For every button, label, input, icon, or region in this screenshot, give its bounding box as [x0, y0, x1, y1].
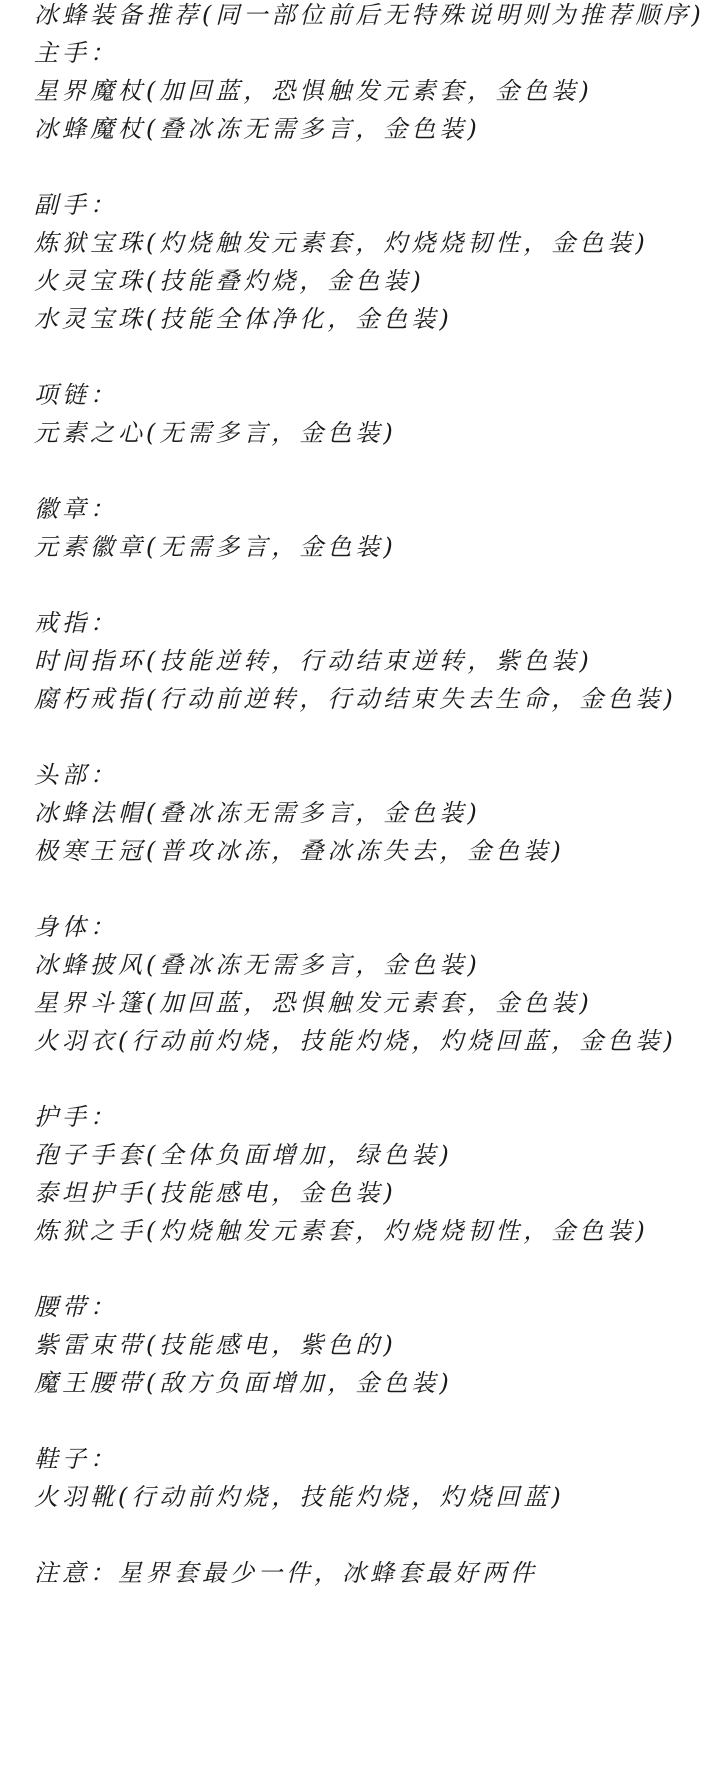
item-off-hand-2: 火灵宝珠(技能叠灼烧，金色装)	[34, 267, 425, 295]
page-title: 冰蜂装备推荐(同一部位前后无特殊说明则为推荐顺序)	[34, 1, 705, 29]
section-header-gloves: 护手：	[34, 1103, 118, 1131]
item-body-1: 冰蜂披风(叠冰冻无需多言，金色装)	[34, 951, 481, 979]
item-gloves-3: 炼狱之手(灼烧触发元素套，灼烧烧韧性，金色装)	[34, 1217, 649, 1245]
item-off-hand-1: 炼狱宝珠(灼烧触发元素套，灼烧烧韧性，金色装)	[34, 229, 649, 257]
section-header-shoes: 鞋子：	[34, 1445, 118, 1473]
item-main-hand-2: 冰蜂魔杖(叠冰冻无需多言，金色装)	[34, 115, 481, 143]
section-header-main-hand: 主手：	[34, 39, 118, 67]
item-head-2: 极寒王冠(普攻冰冻，叠冰冻失去，金色装)	[34, 837, 565, 865]
item-off-hand-3: 水灵宝珠(技能全体净化，金色装)	[34, 305, 453, 333]
item-main-hand-1: 星界魔杖(加回蓝，恐惧触发元素套，金色装)	[34, 77, 593, 105]
section-header-badge: 徽章：	[34, 495, 118, 523]
item-shoes-1: 火羽靴(行动前灼烧，技能灼烧，灼烧回蓝)	[34, 1483, 565, 1511]
item-gloves-2: 泰坦护手(技能感电，金色装)	[34, 1179, 397, 1207]
item-ring-1: 时间指环(技能逆转，行动结束逆转，紫色装)	[34, 647, 593, 675]
section-header-belt: 腰带：	[34, 1293, 118, 1321]
item-body-2: 星界斗篷(加回蓝，恐惧触发元素套，金色装)	[34, 989, 593, 1017]
section-header-ring: 戒指：	[34, 609, 118, 637]
item-badge-1: 元素徽章(无需多言，金色装)	[34, 533, 397, 561]
item-body-3: 火羽衣(行动前灼烧，技能灼烧，灼烧回蓝，金色装)	[34, 1027, 677, 1055]
item-belt-1: 紫雷束带(技能感电，紫色的)	[34, 1331, 397, 1359]
item-belt-2: 魔王腰带(敌方负面增加，金色装)	[34, 1369, 453, 1397]
note-text: 注意：星界套最少一件，冰蜂套最好两件	[34, 1559, 538, 1587]
section-header-body: 身体：	[34, 913, 118, 941]
item-ring-2: 腐朽戒指(行动前逆转，行动结束失去生命，金色装)	[34, 685, 677, 713]
item-gloves-1: 孢子手套(全体负面增加，绿色装)	[34, 1141, 453, 1169]
item-head-1: 冰蜂法帽(叠冰冻无需多言，金色装)	[34, 799, 481, 827]
section-header-necklace: 项链：	[34, 381, 118, 409]
item-necklace-1: 元素之心(无需多言，金色装)	[34, 419, 397, 447]
section-header-head: 头部：	[34, 761, 118, 789]
section-header-off-hand: 副手：	[34, 191, 118, 219]
